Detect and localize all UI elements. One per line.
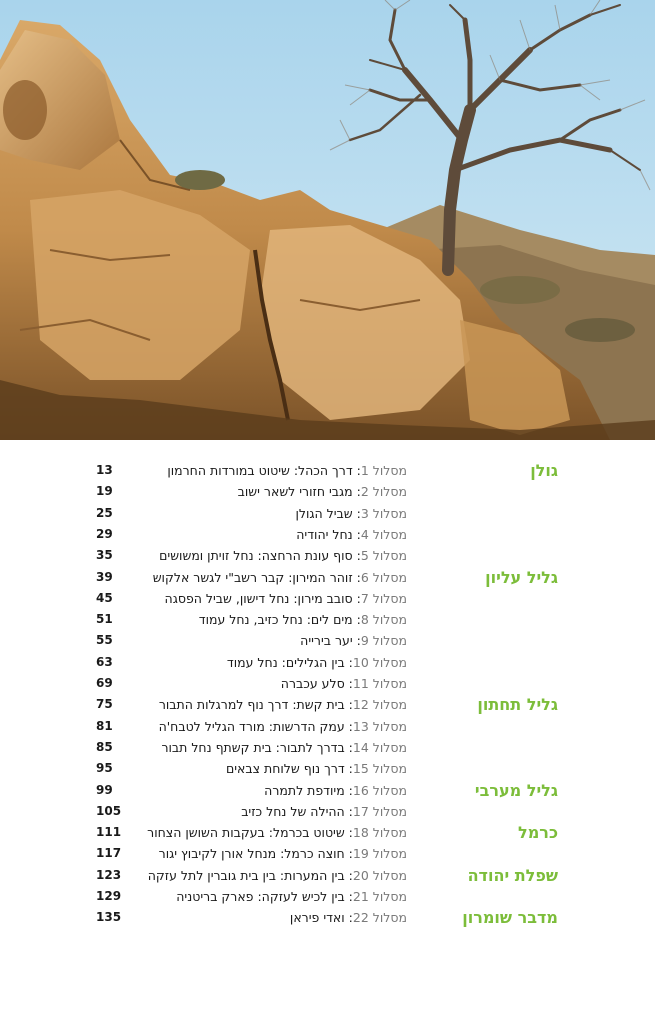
page-number: 55 [96, 633, 113, 648]
rocky-cliff-tree-illustration [0, 0, 655, 440]
route-entry: מסלול 2: מגבי חזורי לשאר ישוב [237, 484, 407, 500]
page-number: 95 [96, 761, 113, 776]
region-heading: כרמל [518, 823, 558, 843]
route-title: סלע עכברה [280, 676, 345, 691]
route-prefix: מסלול 15 [352, 761, 407, 777]
page-number: 75 [96, 697, 113, 712]
route-title: דרך הכהל: שיטוט במורדות החרמון [167, 463, 353, 478]
route-prefix: מסלול 6 [360, 569, 407, 585]
region-heading: גליל עליון [485, 567, 558, 587]
route-entry: מסלול 8: מים לים: נחל כזיב, נחל עמוד [198, 612, 407, 628]
route-prefix: מסלול 22 [352, 910, 407, 926]
route-prefix: מסלול 5 [360, 548, 407, 564]
route-title: נחל יהודיה [296, 526, 353, 542]
route-title: חוצה כרמל: מנחל אורן לקיבוץ יגור [158, 846, 345, 862]
page-number: 135 [96, 910, 122, 925]
toc-row[interactable] [0, 801, 655, 822]
route-entry: מסלול 11: סלע עכברה [280, 676, 407, 691]
page-number: 85 [96, 739, 113, 754]
page-number: 105 [96, 803, 122, 818]
route-prefix: מסלול 17 [352, 803, 407, 819]
route-entry: מסלול 16: מיודפת לתמרה [264, 782, 407, 798]
toc-row[interactable] [0, 673, 655, 694]
route-title: עמק הדרשות: מורד הגליל לטבח'ה [158, 718, 345, 734]
toc-row[interactable] [0, 780, 655, 801]
page-number: 111 [96, 825, 122, 840]
page-number: 35 [96, 548, 113, 563]
region-heading: שפלת יהודה [467, 865, 558, 885]
route-title: בין לכיש לעזקה: פארק בריטניה [176, 889, 345, 904]
route-entry: מסלול 4: נחל יהודיה [296, 526, 407, 542]
route-prefix: מסלול 1 [360, 463, 407, 478]
route-entry: מסלול 10: בין הגלילים: נחל עמוד [226, 654, 407, 670]
route-prefix: מסלול 9 [360, 633, 407, 649]
route-title: סובב מירון: נחל דישון, שביל הפסגה [164, 590, 353, 606]
toc-row[interactable] [0, 758, 655, 779]
page-number: 45 [96, 590, 113, 605]
region-heading: גליל תחתון [477, 695, 558, 715]
toc-row[interactable] [0, 652, 655, 673]
route-title: בית קשת: דרך נוף למרגלות התבור [158, 697, 345, 713]
toc-row[interactable] [0, 588, 655, 609]
toc-row[interactable] [0, 545, 655, 566]
route-prefix: מסלול 18 [352, 825, 407, 841]
route-prefix: מסלול 20 [352, 867, 407, 883]
route-title: ההילה של נחל כזיב [241, 803, 345, 819]
toc-row[interactable] [0, 716, 655, 737]
page-number: 129 [96, 889, 122, 903]
toc-row[interactable] [0, 694, 655, 715]
route-entry: מסלול 5: סוף עונת הרחצה: נחל זויתן ומשושים [159, 548, 407, 564]
toc-row[interactable] [0, 737, 655, 758]
route-title: שיטוט בכרמל: בעקבות השושן הצחור [147, 825, 345, 841]
toc-row[interactable] [0, 630, 655, 651]
page-number: 69 [96, 676, 113, 690]
table-of-contents [0, 460, 655, 940]
route-entry: מסלול 20: בין המערות: בין בית גוברין לתל עזקה [147, 867, 407, 883]
toc-row[interactable] [0, 609, 655, 630]
route-prefix: מסלול 3 [360, 505, 407, 521]
route-title: מגבי חזורי לשאר ישוב [237, 484, 353, 500]
route-prefix: מסלול 2 [360, 484, 407, 500]
route-prefix: מסלול 8 [360, 612, 407, 628]
route-prefix: מסלול 11 [352, 676, 407, 691]
route-title: שביל הגולן [295, 505, 353, 521]
route-entry: מסלול 17: ההילה של נחל כזיב [241, 803, 407, 819]
toc-row[interactable] [0, 524, 655, 545]
page-number: 13 [96, 463, 113, 477]
cover-photo [0, 0, 655, 440]
route-entry: מסלול 18: שיטוט בכרמל: בעקבות השושן הצחור [147, 825, 407, 841]
route-entry: מסלול 21: בין לכיש לעזקה: פארק בריטניה [176, 889, 407, 904]
page-number: 51 [96, 612, 113, 627]
route-prefix: מסלול 4 [360, 526, 407, 542]
route-prefix: מסלול 12 [352, 697, 407, 713]
route-prefix: מסלול 19 [352, 846, 407, 862]
route-title: בין המערות: בין בית גוברין לתל עזקה [147, 867, 345, 883]
route-title: זוהר המירון: קבר רשב"י לגשר אלקוש [152, 569, 353, 585]
page-number: 63 [96, 654, 113, 669]
route-entry: מסלול 7: סובב מירון: נחל דישון, שביל הפסגה [164, 590, 407, 606]
route-prefix: מסלול 7 [360, 590, 407, 606]
route-title: בין הגלילים: נחל עמוד [226, 654, 345, 670]
route-title: יער בירייה [300, 633, 353, 649]
route-entry: מסלול 6: זוהר המירון: קבר רשב"י לגשר אלקוש [152, 569, 407, 585]
route-title: סוף עונת הרחצה: נחל זויתן ומשושים [159, 548, 353, 564]
route-title: מיודפת לתמרה [264, 782, 345, 798]
route-entry: מסלול 22: ואדי פיראן [289, 910, 407, 926]
toc-row[interactable] [0, 865, 655, 886]
route-entry: מסלול 1: דרך הכהל: שיטוט במורדות החרמון [167, 463, 407, 478]
route-prefix: מסלול 13 [352, 718, 407, 734]
toc-row[interactable] [0, 481, 655, 502]
route-prefix: מסלול 16 [352, 782, 407, 798]
route-entry: מסלול 3: שביל הגולן [295, 505, 407, 521]
page-number: 117 [96, 846, 122, 861]
page-number: 25 [96, 505, 113, 520]
page-number: 123 [96, 867, 122, 882]
route-prefix: מסלול 10 [352, 654, 407, 670]
route-entry: מסלול 13: עמק הדרשות: מורד הגליל לטבח'ה [158, 718, 407, 734]
page-number: 99 [96, 782, 113, 797]
toc-row[interactable] [0, 567, 655, 588]
page-number: 39 [96, 569, 113, 584]
route-title: בדרך לתבור: בית קשתף נחל תבור [161, 739, 345, 755]
route-entry: מסלול 12: בית קשת: דרך נוף למרגלות התבור [158, 697, 407, 713]
toc-row[interactable] [0, 886, 655, 907]
toc-row[interactable] [0, 460, 655, 481]
toc-row[interactable] [0, 822, 655, 843]
toc-row[interactable] [0, 907, 655, 928]
route-entry: מסלול 9: יער בירייה [300, 633, 407, 649]
toc-row[interactable] [0, 843, 655, 864]
route-title: ואדי פיראן [289, 910, 345, 926]
region-heading: גליל מערבי [474, 780, 558, 800]
route-entry: מסלול 19: חוצה כרמל: מנחל אורן לקיבוץ יגור [158, 846, 407, 862]
region-heading: גולן [530, 461, 558, 480]
page-number: 19 [96, 484, 113, 499]
route-prefix: מסלול 14 [352, 739, 407, 755]
toc-row[interactable] [0, 503, 655, 524]
route-entry: מסלול 15: דרך נוף שלוחת צבאים [225, 761, 407, 777]
page-number: 81 [96, 718, 113, 733]
page-number: 29 [96, 526, 113, 541]
route-entry: מסלול 14: בדרך לתבור: בית קשתף נחל תבור [161, 739, 407, 755]
route-prefix: מסלול 21 [352, 889, 407, 904]
region-heading: מדבר שומרון [462, 908, 558, 928]
route-title: דרך נוף שלוחת צבאים [225, 761, 345, 777]
route-title: מים לים: נחל כזיב, נחל עמוד [198, 612, 353, 628]
